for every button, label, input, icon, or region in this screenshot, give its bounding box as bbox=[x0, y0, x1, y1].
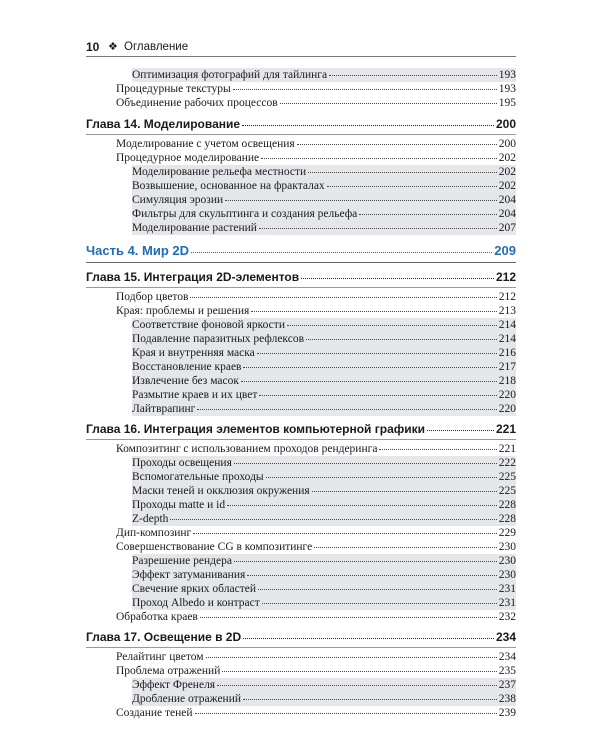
page-number: 10 bbox=[86, 40, 100, 54]
chapter-16-heading[interactable]: Глава 16. Интеграция элементов компьютерной графики 221 bbox=[86, 422, 516, 436]
chapter-17-heading[interactable]: Глава 17. Освещение в 2D 234 bbox=[86, 630, 516, 644]
toc-entry[interactable]: Дип-композинг 229 bbox=[116, 527, 516, 539]
toc-entry[interactable]: Симуляция эрозии 204 bbox=[132, 194, 516, 206]
toc-entry[interactable]: Соответствие фоновой яркости 214 bbox=[132, 319, 516, 331]
toc-entry[interactable]: Проходы matte и id 228 bbox=[132, 499, 516, 511]
toc-entry[interactable]: Проход Albedo и контраст 231 bbox=[132, 597, 516, 609]
toc-entry[interactable]: Фильтры для скульптинга и создания рельефа 204 bbox=[132, 208, 516, 220]
chapter-rule bbox=[86, 439, 516, 440]
toc-entry[interactable]: Края и внутренняя маска 216 bbox=[132, 347, 516, 359]
running-header bbox=[86, 40, 516, 54]
toc-entry[interactable]: Композитинг с использованием проходов рендеринга 221 bbox=[116, 443, 516, 455]
toc-entry[interactable]: Эффект Френеля 237 bbox=[132, 679, 516, 691]
toc-entry[interactable]: Создание теней 239 bbox=[116, 707, 516, 719]
chapter-rule bbox=[86, 647, 516, 648]
toc-entry[interactable]: Вспомогательные проходы 225 bbox=[132, 471, 516, 483]
toc-entry[interactable]: Моделирование с учетом освещения 200 bbox=[116, 138, 516, 150]
toc-entry[interactable]: Эффект затуманивания 230 bbox=[132, 569, 516, 581]
chapter-14-heading[interactable]: Глава 14. Моделирование 200 bbox=[86, 117, 516, 131]
chapter-rule bbox=[86, 134, 516, 135]
toc-entry[interactable]: Совершенствование CG в композитинге 230 bbox=[116, 541, 516, 553]
chapter-15-heading[interactable]: Глава 15. Интеграция 2D-элементов 212 bbox=[86, 270, 516, 284]
toc-entry[interactable]: Z-depth 228 bbox=[132, 513, 516, 525]
toc-entry[interactable]: Лайтврапинг 220 bbox=[132, 403, 516, 415]
toc-entry[interactable]: Релайтинг цветом 234 bbox=[116, 651, 516, 663]
ornament-icon: ❖ bbox=[108, 40, 118, 53]
toc-entry[interactable]: Моделирование рельефа местности 202 bbox=[132, 166, 516, 178]
toc-entry[interactable]: Разрешение рендера 230 bbox=[132, 555, 516, 567]
toc-entry[interactable]: Объединение рабочих процессов 195 bbox=[116, 97, 516, 109]
toc-entry[interactable]: Возвышение, основанное на фракталах 202 bbox=[132, 180, 516, 192]
toc-entry[interactable]: Извлечение без масок 218 bbox=[132, 375, 516, 387]
toc-entry[interactable]: Размытие краев и их цвет 220 bbox=[132, 389, 516, 401]
toc-entry[interactable]: Восстановление краев 217 bbox=[132, 361, 516, 373]
toc-entry[interactable]: Процедурные текстуры 193 bbox=[116, 83, 516, 95]
chapter-rule bbox=[86, 287, 516, 288]
toc-entry[interactable]: Проблема отражений 235 bbox=[116, 665, 516, 677]
part-4-heading[interactable]: Часть 4. Мир 2D 209 bbox=[86, 243, 516, 258]
toc-entry[interactable]: Свечение ярких областей 231 bbox=[132, 583, 516, 595]
toc-entry[interactable]: Маски теней и окклюзия окружения 225 bbox=[132, 485, 516, 497]
toc-entry[interactable]: Подавление паразитных рефлексов 214 bbox=[132, 333, 516, 345]
toc-entry[interactable]: Края: проблемы и решения 213 bbox=[116, 305, 516, 317]
header-rule bbox=[86, 56, 516, 57]
toc-entry[interactable]: Оптимизация фотографий для тайлинга 193 bbox=[132, 69, 516, 81]
toc-entry[interactable]: Проходы освещения 222 bbox=[132, 457, 516, 469]
toc-entry[interactable]: Подбор цветов 212 bbox=[116, 291, 516, 303]
part-rule bbox=[86, 262, 516, 263]
toc-entry[interactable]: Моделирование растений 207 bbox=[132, 222, 516, 234]
toc-entry[interactable]: Обработка краев 232 bbox=[116, 611, 516, 623]
toc-entry[interactable]: Дробление отражений 238 bbox=[132, 693, 516, 705]
toc-entry[interactable]: Процедурное моделирование 202 bbox=[116, 152, 516, 164]
running-title: Оглавление bbox=[124, 41, 189, 53]
